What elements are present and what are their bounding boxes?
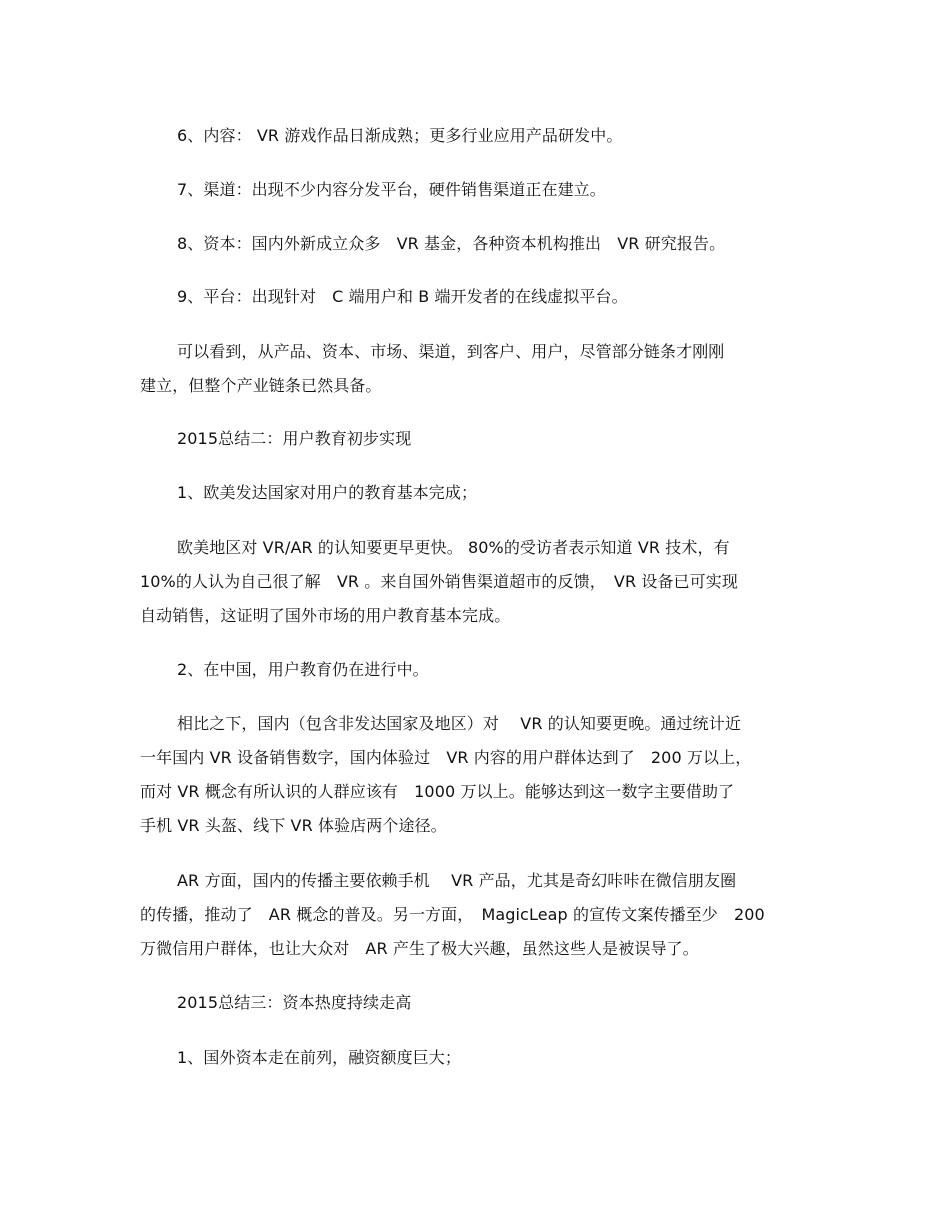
paragraph-ar-line-3: 万微信用户群体，也让大众对 AR 产生了极大兴趣，虽然这些人是被误导了。 <box>140 939 699 958</box>
item-china-education: 2、在中国，用户教育仍在进行中。 <box>177 660 429 679</box>
section-heading-2: 2015总结二：用户教育初步实现 <box>177 429 412 448</box>
paragraph-chain-line-2: 建立，但整个产业链条已然具备。 <box>140 376 382 395</box>
paragraph-china-line-3: 而对 VR 概念有所认识的人群应该有 1000 万以上。能够达到这一数字主要借助了 <box>140 782 735 801</box>
item-platform: 9、平台：出现针对 C 端用户和 B 端开发者的在线虚拟平台。 <box>177 287 628 306</box>
paragraph-china-line-2: 一年国内 VR 设备销售数字，国内体验过 VR 内容的用户群体达到了 200 万以上， <box>140 748 752 767</box>
paragraph-western-line-3: 自动销售，这证明了国外市场的用户教育基本完成。 <box>140 606 511 625</box>
paragraph-ar-line-2: 的传播，推动了 AR 概念的普及。另一方面， MagicLeap 的宣传文案传播至少 200 <box>140 905 765 924</box>
paragraph-chain-line-1: 可以看到，从产品、资本、市场、渠道，到客户、用户，尽管部分链条才刚刚 <box>177 342 725 361</box>
paragraph-china-line-1: 相比之下，国内（包含非发达国家及地区）对 VR 的认知要更晚。通过统计近 <box>177 714 741 733</box>
paragraph-western-line-2: 10%的人认为自己很了解 VR 。来自国外销售渠道超市的反馈， VR 设备已可实现 <box>140 572 738 591</box>
paragraph-china-line-4: 手机 VR 头盔、线下 VR 体验店两个途径。 <box>140 816 447 835</box>
item-content: 6、内容： VR 游戏作品日渐成熟；更多行业应用产品研发中。 <box>177 126 623 145</box>
paragraph-western-line-1: 欧美地区对 VR/AR 的认知要更早更快。 80%的受访者表示知道 VR 技术，有 <box>177 538 730 557</box>
item-foreign-capital: 1、国外资本走在前列，融资额度巨大； <box>177 1048 461 1067</box>
item-channel: 7、渠道：出现不少内容分发平台，硬件销售渠道正在建立。 <box>177 180 606 199</box>
paragraph-ar-line-1: AR 方面，国内的传播主要依赖手机 VR 产品，尤其是奇幻咔咔在微信朋友圈 <box>177 871 737 890</box>
item-western-education: 1、欧美发达国家对用户的教育基本完成； <box>177 483 478 502</box>
item-capital: 8、资本：国内外新成立众多 VR 基金，各种资本机构推出 VR 研究报告。 <box>177 234 726 253</box>
section-heading-3: 2015总结三：资本热度持续走高 <box>177 993 412 1012</box>
